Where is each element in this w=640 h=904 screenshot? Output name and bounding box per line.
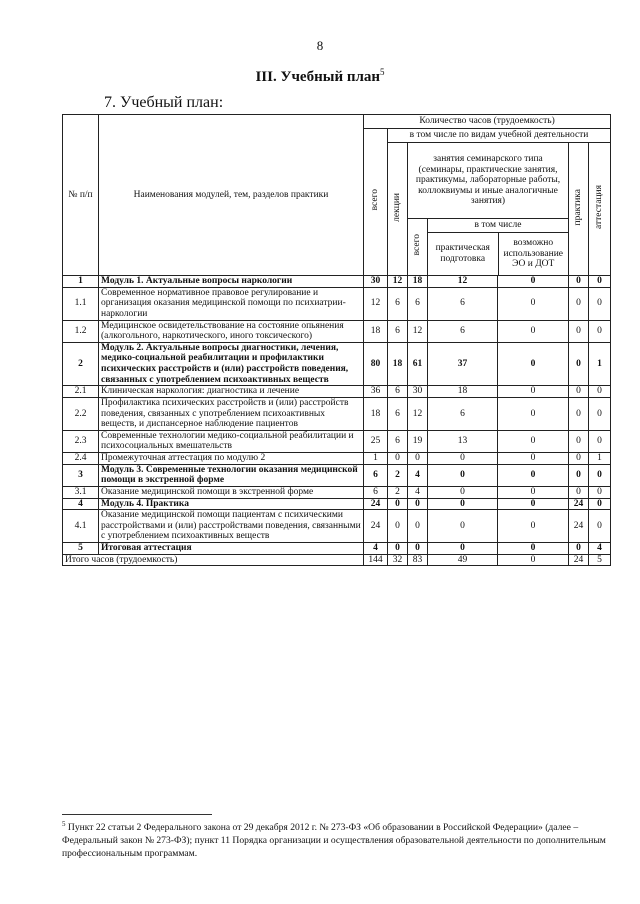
row-practice: 0 bbox=[569, 287, 589, 320]
row-dot: 0 bbox=[498, 464, 569, 486]
row-att: 0 bbox=[589, 276, 611, 288]
row-total: 24 bbox=[364, 510, 388, 543]
row-total: 24 bbox=[364, 498, 388, 510]
table-row bbox=[63, 386, 611, 398]
row-practice: 0 bbox=[569, 342, 589, 386]
row-name: Модуль 3. Современные технологии оказания медицинской помощи в экстренной форме bbox=[99, 464, 364, 486]
row-name: Модуль 2. Актуальные вопросы диагностики, лечения, медико-социальной реабилитации и профилактики психических расстройств и (или) расстройств поведения, связанных с употреблением психоактивных веществ bbox=[99, 342, 364, 386]
row-sem: 18 bbox=[408, 276, 428, 288]
row-prac: 6 bbox=[428, 397, 498, 430]
row-dot: 0 bbox=[498, 486, 569, 498]
curriculum-body bbox=[63, 276, 611, 566]
row-practice: 0 bbox=[569, 543, 589, 555]
table-row bbox=[63, 486, 611, 498]
row-number: 2.3 bbox=[63, 430, 99, 452]
table-row bbox=[63, 464, 611, 486]
header-lectures: лекции bbox=[392, 192, 403, 222]
table-row bbox=[63, 320, 611, 342]
page-number: 8 bbox=[316, 38, 324, 53]
row-dot: 0 bbox=[498, 498, 569, 510]
totals-att: 5 bbox=[589, 554, 611, 566]
row-prac: 6 bbox=[428, 320, 498, 342]
row-name: Медицинское освидетельствование на состояние опьянения (алкогольного, наркотического, иного токсического) bbox=[99, 320, 364, 342]
table-row bbox=[63, 397, 611, 430]
row-practice: 0 bbox=[569, 464, 589, 486]
header-attestation: аттестация bbox=[594, 185, 605, 230]
row-sem: 0 bbox=[408, 543, 428, 555]
totals-practice: 24 bbox=[569, 554, 589, 566]
table-row bbox=[63, 430, 611, 452]
row-name: Клиническая наркология: диагностика и лечение bbox=[99, 386, 364, 398]
header-in-that-group bbox=[428, 219, 569, 276]
row-number: 1.2 bbox=[63, 320, 99, 342]
row-practice: 0 bbox=[569, 430, 589, 452]
row-prac: 0 bbox=[428, 543, 498, 555]
row-prac: 0 bbox=[428, 510, 498, 543]
header-in-that: в том числе bbox=[428, 219, 568, 233]
table-row bbox=[63, 342, 611, 386]
row-total: 18 bbox=[364, 320, 388, 342]
row-att: 0 bbox=[589, 287, 611, 320]
header-num: № п/п bbox=[63, 115, 99, 276]
row-lect: 6 bbox=[388, 397, 408, 430]
row-name: Профилактика психических расстройств и (или) расстройств поведения, связанных с употреблением психоактивных веществ, и диспансерное наблюдение пациентов bbox=[99, 397, 364, 430]
row-att: 0 bbox=[589, 498, 611, 510]
row-number: 2.1 bbox=[63, 386, 99, 398]
row-total: 6 bbox=[364, 486, 388, 498]
row-practice: 0 bbox=[569, 320, 589, 342]
row-sem: 19 bbox=[408, 430, 428, 452]
row-sem: 4 bbox=[408, 464, 428, 486]
row-sem: 4 bbox=[408, 486, 428, 498]
row-name: Современное нормативное правовое регулирование и организация оказания медицинской помощи по психиатрии-наркологии bbox=[99, 287, 364, 320]
row-sem: 0 bbox=[408, 498, 428, 510]
totals-lect: 32 bbox=[388, 554, 408, 566]
row-sem: 30 bbox=[408, 386, 428, 398]
row-number: 3.1 bbox=[63, 486, 99, 498]
row-total: 30 bbox=[364, 276, 388, 288]
header-practical: практическая подготовка bbox=[428, 233, 499, 275]
row-att: 0 bbox=[589, 430, 611, 452]
row-sem: 0 bbox=[408, 453, 428, 465]
table-row bbox=[63, 287, 611, 320]
row-att: 0 bbox=[589, 397, 611, 430]
table-row bbox=[63, 453, 611, 465]
row-practice: 0 bbox=[569, 276, 589, 288]
row-total: 80 bbox=[364, 342, 388, 386]
footnote bbox=[62, 820, 612, 861]
row-lect: 0 bbox=[388, 498, 408, 510]
row-total: 12 bbox=[364, 287, 388, 320]
row-number: 3 bbox=[63, 464, 99, 486]
footnote-marker: 5 bbox=[62, 820, 66, 828]
header-practice-cell bbox=[569, 143, 589, 276]
row-number: 5 bbox=[63, 543, 99, 555]
row-att: 0 bbox=[589, 486, 611, 498]
row-dot: 0 bbox=[498, 342, 569, 386]
row-number: 2.4 bbox=[63, 453, 99, 465]
row-lect: 6 bbox=[388, 430, 408, 452]
row-sem: 12 bbox=[408, 397, 428, 430]
row-dot: 0 bbox=[498, 510, 569, 543]
section-title bbox=[0, 67, 640, 86]
totals-dot: 0 bbox=[498, 554, 569, 566]
row-dot: 0 bbox=[498, 397, 569, 430]
row-prac: 13 bbox=[428, 430, 498, 452]
row-att: 4 bbox=[589, 543, 611, 555]
header-practice: практика bbox=[573, 188, 584, 226]
row-lect: 12 bbox=[388, 276, 408, 288]
row-name: Итоговая аттестация bbox=[99, 543, 364, 555]
table-row bbox=[63, 543, 611, 555]
row-lect: 6 bbox=[388, 287, 408, 320]
row-total: 6 bbox=[364, 464, 388, 486]
header-sem-total-cell bbox=[408, 219, 428, 276]
totals-label: Итого часов (трудоемкость) bbox=[63, 554, 364, 566]
totals-total: 144 bbox=[364, 554, 388, 566]
table-row bbox=[63, 498, 611, 510]
row-name: Оказание медицинской помощи в экстренной форме bbox=[99, 486, 364, 498]
row-prac: 0 bbox=[428, 453, 498, 465]
row-sem: 12 bbox=[408, 320, 428, 342]
row-prac: 0 bbox=[428, 498, 498, 510]
row-dot: 0 bbox=[498, 276, 569, 288]
row-number: 2 bbox=[63, 342, 99, 386]
header-lectures-cell bbox=[388, 143, 408, 276]
totals-sem: 83 bbox=[408, 554, 428, 566]
row-name: Промежуточная аттестация по модулю 2 bbox=[99, 453, 364, 465]
row-number: 4.1 bbox=[63, 510, 99, 543]
row-att: 0 bbox=[589, 386, 611, 398]
row-sem: 6 bbox=[408, 287, 428, 320]
row-lect: 0 bbox=[388, 453, 408, 465]
row-att: 0 bbox=[589, 320, 611, 342]
row-lect: 6 bbox=[388, 320, 408, 342]
row-att: 0 bbox=[589, 510, 611, 543]
row-number: 2.2 bbox=[63, 397, 99, 430]
row-dot: 0 bbox=[498, 453, 569, 465]
row-dot: 0 bbox=[498, 320, 569, 342]
header-total-cell bbox=[364, 129, 388, 276]
row-total: 1 bbox=[364, 453, 388, 465]
header-by-type: в том числе по видам учебной деятельности bbox=[388, 129, 611, 143]
header-attestation-cell bbox=[589, 143, 611, 276]
curriculum-table bbox=[62, 114, 611, 566]
row-practice: 24 bbox=[569, 498, 589, 510]
row-lect: 0 bbox=[388, 510, 408, 543]
row-lect: 6 bbox=[388, 386, 408, 398]
row-total: 36 bbox=[364, 386, 388, 398]
row-total: 25 bbox=[364, 430, 388, 452]
row-dot: 0 bbox=[498, 430, 569, 452]
row-practice: 0 bbox=[569, 397, 589, 430]
header-seminars: занятия семинарского типа (семинары, практические занятия, практикумы, лабораторные работы, коллоквиумы и иные аналогичные занятия) bbox=[408, 143, 569, 219]
row-sem: 61 bbox=[408, 342, 428, 386]
table-row bbox=[63, 510, 611, 543]
row-att: 0 bbox=[589, 464, 611, 486]
row-practice: 24 bbox=[569, 510, 589, 543]
row-dot: 0 bbox=[498, 543, 569, 555]
row-lect: 2 bbox=[388, 486, 408, 498]
header-total: всего bbox=[370, 189, 381, 211]
header-name: Наименования модулей, тем, разделов практики bbox=[99, 115, 364, 276]
footnote-divider bbox=[62, 814, 212, 815]
row-prac: 0 bbox=[428, 486, 498, 498]
totals-row bbox=[63, 554, 611, 566]
section-title-text: III. Учебный план bbox=[255, 69, 381, 85]
row-prac: 6 bbox=[428, 287, 498, 320]
row-number: 1.1 bbox=[63, 287, 99, 320]
row-number: 4 bbox=[63, 498, 99, 510]
row-name: Современные технологии медико-социальной реабилитации и психосоциальных вмешательств bbox=[99, 430, 364, 452]
footnote-text: Пункт 22 статьи 2 Федерального закона от 29 декабря 2012 г. № 273-ФЗ «Об образовании в Российской Федерации» (далее – Федеральный закон № 273-ФЗ); пункт 11 Порядка организации и осуществления образовательной деятельности по дополнительным профессиональным программам. bbox=[62, 822, 606, 860]
row-total: 4 bbox=[364, 543, 388, 555]
row-total: 18 bbox=[364, 397, 388, 430]
header-sem-total: всего bbox=[412, 234, 423, 256]
row-name: Модуль 4. Практика bbox=[99, 498, 364, 510]
row-lect: 2 bbox=[388, 464, 408, 486]
row-sem: 0 bbox=[408, 510, 428, 543]
row-practice: 0 bbox=[569, 486, 589, 498]
row-prac: 0 bbox=[428, 464, 498, 486]
row-att: 1 bbox=[589, 342, 611, 386]
row-name: Модуль 1. Актуальные вопросы наркологии bbox=[99, 276, 364, 288]
subtitle: 7. Учебный план: bbox=[104, 94, 224, 111]
row-prac: 18 bbox=[428, 386, 498, 398]
row-lect: 0 bbox=[388, 543, 408, 555]
row-name: Оказание медицинской помощи пациентам с психическими расстройствами и (или) расстройствами поведения, связанными с употреблением психоактивных веществ bbox=[99, 510, 364, 543]
row-lect: 18 bbox=[388, 342, 408, 386]
header-distance: возможно использование ЭО и ДОТ bbox=[503, 238, 563, 270]
row-practice: 0 bbox=[569, 453, 589, 465]
row-att: 1 bbox=[589, 453, 611, 465]
row-practice: 0 bbox=[569, 386, 589, 398]
row-dot: 0 bbox=[498, 287, 569, 320]
row-prac: 37 bbox=[428, 342, 498, 386]
row-prac: 12 bbox=[428, 276, 498, 288]
row-number: 1 bbox=[63, 276, 99, 288]
header-hours: Количество часов (трудоемкость) bbox=[364, 115, 611, 129]
row-dot: 0 bbox=[498, 386, 569, 398]
totals-prac: 49 bbox=[428, 554, 498, 566]
table-row bbox=[63, 276, 611, 288]
section-footnote-ref: 5 bbox=[380, 67, 385, 77]
